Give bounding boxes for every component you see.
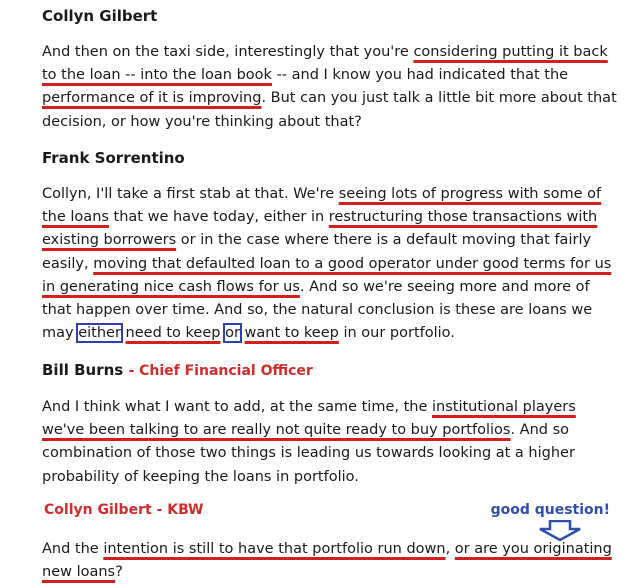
highlight-underline: seeing lots of progress with some of the loans bbox=[42, 186, 602, 226]
down-arrow-icon bbox=[534, 520, 586, 542]
highlight-underline: moving that defaulted loan to a good operator under good terms for us in generating nice cash flows for us bbox=[42, 255, 612, 295]
highlight-underline: want to keep bbox=[244, 325, 339, 342]
highlight-underline: or are you originating new loans bbox=[42, 541, 612, 581]
paragraph-bill-answer: And I think what I want to add, at the same time, the institutional players we've been talking to are really not quite ready to buy portfolios. And so combination of those two things is leading us towards looking at a higher probability of keeping the loans in portfolio. bbox=[42, 399, 576, 485]
paragraph-collyn-followup: And the intention is still to have that portfolio run down, or are you originating new loans? bbox=[42, 541, 612, 581]
boxed-word-or: or bbox=[225, 325, 240, 342]
paragraph-collyn-question: And then on the taxi side, interestingly that you're considering putting it back to the loan -- into the loan book -- and I know you had indicated that the performance of it is improving. But can you just talk a little bit more about that decision, or how you're thinking about that? bbox=[42, 44, 617, 130]
speaker-bill-burns: Bill Burns - Chief Financial Officer bbox=[42, 361, 313, 379]
highlight-underline: need to keep bbox=[125, 325, 221, 342]
highlight-underline: institutional players we've been talking to are really not quite ready to buy portfolios bbox=[42, 399, 576, 439]
highlight-underline: considering putting it back to the loan -- into the loan book bbox=[42, 44, 608, 84]
speaker-collyn-gilbert-kbw: Collyn Gilbert - KBW bbox=[44, 502, 204, 518]
annotation-note: good question! bbox=[490, 502, 610, 518]
speaker-collyn-gilbert: Collyn Gilbert bbox=[42, 7, 158, 25]
highlight-underline: restructuring those transactions with existing borrowers bbox=[42, 209, 598, 249]
paragraph-frank-answer: Collyn, I'll take a first stab at that. We're seeing lots of progress with some of the loans that we have today, either in restructuring those transactions with existing borrowers or in the case where there is a default moving that fairly easily, moving that defaulted loan to a good operator under good terms for us in generating nice cash flows for us. And so we're seeing more and more of that happen over time. And so, the natural conclusion is these are loans we may either need to keep or want to keep in our portfolio. bbox=[42, 186, 612, 342]
speaker-frank-sorrentino: Frank Sorrentino bbox=[42, 149, 185, 167]
boxed-word-either: either bbox=[78, 325, 121, 342]
speaker-role: - Chief Financial Officer bbox=[128, 363, 313, 379]
highlight-underline: performance of it is improving bbox=[42, 90, 262, 107]
highlight-underline: intention is still to have that portfolio run down bbox=[103, 541, 446, 557]
